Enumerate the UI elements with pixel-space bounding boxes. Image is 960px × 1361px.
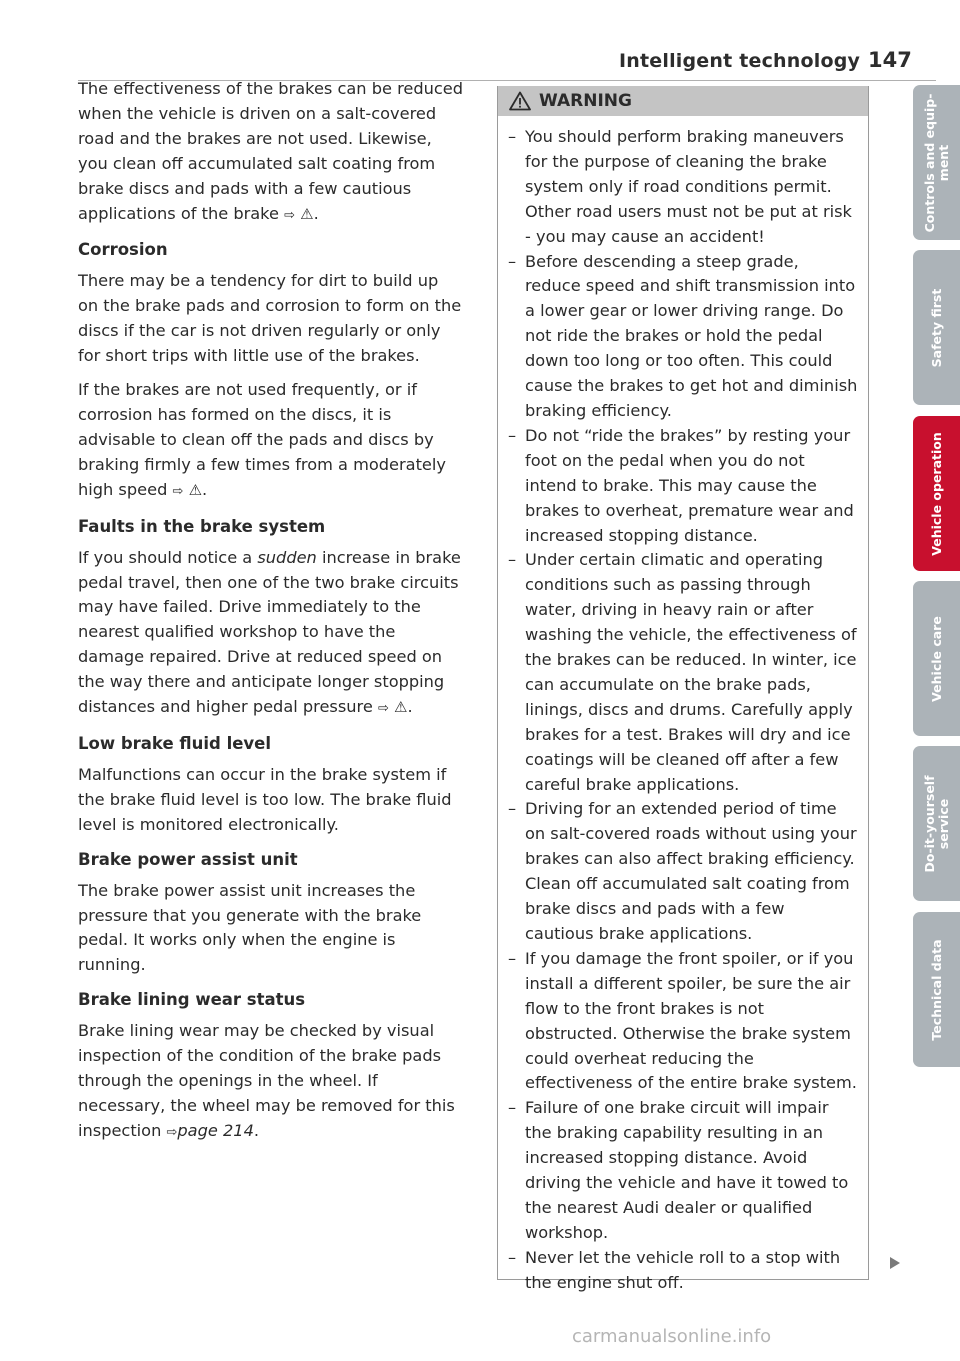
warning-triangle-icon: ⚠	[394, 698, 408, 717]
warning-list	[498, 116, 868, 1296]
warning-item: – Driving for an extended period of time on salt-covered roads without using your brakes can also affect braking efficiency. Clean off accumulated salt coating from brake discs and pads with a few cautious brake applications.	[508, 797, 858, 946]
arrow-right-icon: ⇨	[284, 207, 295, 223]
continue-arrow-icon[interactable]	[890, 1257, 900, 1269]
section-title: Intelligent technology	[619, 50, 861, 72]
warning-item: – Do not “ride the brakes” by resting your foot on the pedal when you do not intend to brake. This may cause the brakes to overheat, premature wear and increased stopping distance.	[508, 424, 858, 549]
warning-triangle-icon: ⚠	[188, 480, 203, 499]
tab-controls-and-equip[interactable]	[913, 85, 960, 240]
emphasis-text: sudden	[257, 547, 317, 567]
warning-header	[498, 86, 868, 116]
heading-corrosion: Corrosion	[78, 240, 168, 260]
low-fluid-paragraph: Malfunctions can occur in the brake system if the brake fluid level is too low. The brake fluid level is monitored electronically.	[78, 764, 452, 834]
tab-label: Vehicle operation	[928, 431, 944, 556]
tab-label: Controls and equip- ment	[921, 93, 951, 232]
heading-lining-wear: Brake lining wear status	[78, 990, 306, 1010]
tab-label: Vehicle care	[928, 615, 944, 702]
warning-reference[interactable]	[284, 204, 314, 223]
heading-faults: Faults in the brake system	[78, 516, 326, 536]
tab-safety-first[interactable]	[913, 250, 960, 405]
tab-label: Technical data	[928, 938, 944, 1041]
arrow-right-icon: ⇨	[172, 483, 184, 499]
corrosion-paragraph-2: If the brakes are not used frequently, or if corrosion has formed on the discs, it is advisable to clean off the pads and discs by braking firmly a few times from a moderately high speed ⇨ ⚠.	[78, 380, 446, 499]
warning-reference[interactable]	[173, 480, 203, 499]
page-number: 147	[868, 48, 912, 72]
corrosion-paragraph-1: There may be a tendency for dirt to build up on the brake pads and corrosion to form on the discs if the car is not driven regularly or only for short trips with little use of the brakes.	[78, 271, 462, 366]
tab-vehicle-care[interactable]	[913, 581, 960, 736]
tab-do-it-yourself[interactable]	[913, 746, 960, 901]
heading-power-assist: Brake power assist unit	[78, 849, 298, 869]
tab-vehicle-operation[interactable]	[913, 416, 960, 571]
watermark: carmanualsonline.info	[572, 1326, 772, 1347]
tab-technical-data[interactable]	[913, 912, 960, 1067]
faults-paragraph: If you should notice a sudden increase in brake pedal travel, then one of the two brake circuits may have failed. Drive immediately to the nearest qualified workshop to have the damage repaired. Drive at reduced speed on the way there and anticipate longer stopping distances and higher pedal pressure ⇨ ⚠.	[78, 547, 461, 717]
tab-label: Safety first	[928, 288, 944, 367]
power-assist-paragraph: The brake power assist unit increases the pressure that you generate with the brake pedal. It works only when the engine is running.	[78, 880, 422, 975]
tab-label: Do-it-yourself service	[921, 774, 951, 873]
warning-title: WARNING	[539, 91, 632, 111]
arrow-right-icon: ⇨	[166, 1124, 178, 1140]
page-reference-link[interactable]: ⇨page 214	[166, 1120, 254, 1140]
warning-item: – Under certain climatic and operating conditions such as passing through water, driving in heavy rain or after washing the vehicle, the effectiveness of the brakes can be reduced. In winter, ice can accumulate on the brake pads, linings, discs and drums. Carefully apply brakes for a test. Brakes will dry and ice coatings will be cleaned off after a few careful brake applications.	[508, 548, 858, 797]
chapter-tabs	[913, 0, 960, 1361]
warning-triangle-icon: ⚠	[300, 204, 314, 223]
warning-item: – Never let the vehicle roll to a stop with the engine shut off.	[508, 1246, 858, 1296]
warning-triangle-icon	[509, 91, 531, 111]
warning-item: – Failure of one brake circuit will impair the braking capability resulting in an increased stopping distance. Avoid driving the vehicle and have it towed to the nearest Audi dealer or qualified workshop.	[508, 1096, 858, 1245]
left-column	[78, 77, 463, 1155]
warning-box	[497, 86, 869, 1292]
arrow-right-icon: ⇨	[377, 701, 389, 717]
warning-item: – Before descending a steep grade, reduce speed and shift transmission into a lower gear or lower driving range. Do not ride the brakes or hold the pedal down too long or too often. This could cause the brakes to get hot and diminish braking efficiency.	[508, 250, 858, 424]
intro-paragraph: The effectiveness of the brakes can be reduced when the vehicle is driven on a salt-covered road and the brakes are not used. Likewise, you clean off accumulated salt coating from brake discs and pads with a few cautious applications of the brake ⇨ ⚠.	[78, 79, 464, 223]
heading-low-fluid: Low brake fluid level	[78, 733, 272, 753]
warning-item: – If you damage the front spoiler, or if you install a different spoiler, be sure the air flow to the front brakes is not obstructed. Otherwise the brake system could overheat reducing the effectiveness of the entire brake system.	[508, 947, 858, 1096]
warning-reference[interactable]	[378, 697, 408, 716]
warning-item: – You should perform braking maneuvers for the purpose of cleaning the brake system only if road conditions permit. Other road users must not be put at risk - you may cause an accident!	[508, 125, 858, 250]
lining-wear-paragraph: Brake lining wear may be checked by visual inspection of the condition of the brake pads through the openings in the wheel. If necessary, the wheel may be removed for this inspection ⇨page 214.	[78, 1021, 455, 1140]
